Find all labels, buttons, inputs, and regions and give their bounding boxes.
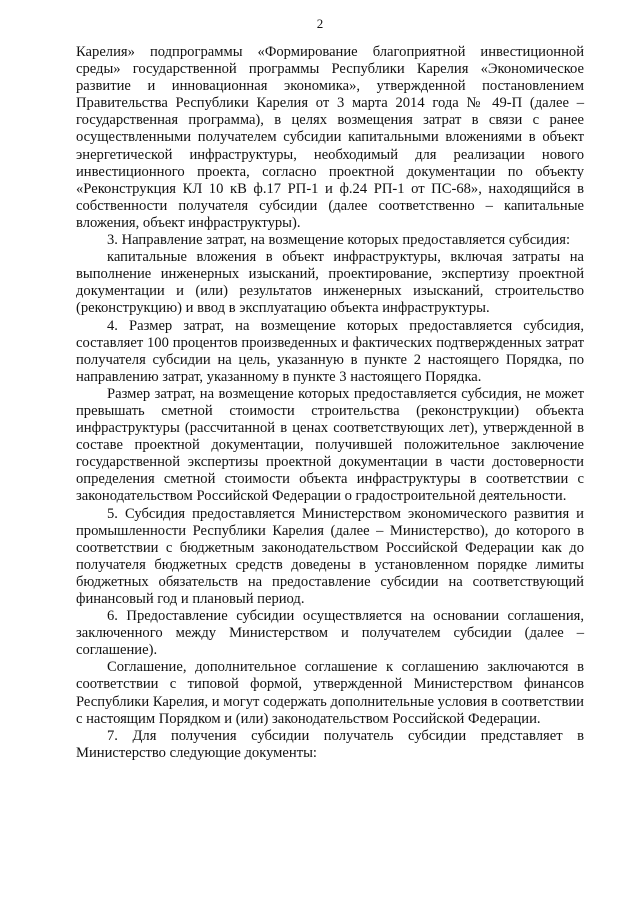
paragraph-3-expense-direction: 3. Направление затрат, на возмещение которых предоставляется субсидия: xyxy=(107,232,570,249)
paragraph-6-agreement-form: Соглашение, дополнительное соглашение к соглашению заключаются в соответствии с типовой формой, утвержденной Министерством финансов Республики Карелия, и могут содержать дополнительные условия в соответствии с настоящим Порядком и (или) законодательством Российской Федерации. xyxy=(76,659,584,727)
paragraph-4-expense-limit: Размер затрат, на возмещение которых предоставляется субсидия, не может превышать сметной стоимости строительства (реконструкции) объекта инфраструктуры (рассчитанной в ценах соответствующих лет), утвержденной в составе проектной документации, получившей положительное заключение государственной экспертизы проектной документации в части достоверности определения сметной стоимости объекта инфраструктуры в соответствии с законодательством Российской Федерации о градостроительной деятельности. xyxy=(76,385,584,505)
page-number: 2 xyxy=(316,16,324,31)
paragraph-6-agreement: 6. Предоставление субсидии осуществляется на основании соглашения, заключенного между Министерством и получателем субсидии (далее – соглашение). xyxy=(76,608,584,659)
paragraph-2-continuation: Карелия» подпрограммы «Формирование благоприятной инвестиционной среды» государственной программы Республики Карелия «Экономическое развитие и инновационная экономика», утвержденной постановлением Правительства Республики Карелия от 3 марта 2014 года № 49-П (далее – государственная программа), в целях возмещения затрат в связи с ранее осуществленными получателем субсидии капитальными вложениями в объект энергетической инфраструктуры, необходимый для реализации нового инвестиционного проекта, согласно проектной документации по объекту «Реконструкция КЛ 10 кВ ф.17 РП-1 и ф.24 РП-1 от ПС-68», находящийся в собственности получателя субсидии (далее соответственно – капитальные вложения, объект инфраструктуры). xyxy=(76,44,584,231)
document-body xyxy=(76,44,584,762)
paragraph-5-ministry: 5. Субсидия предоставляется Министерством экономического развития и промышленности Республики Карелия (далее – Министерство), до которого в соответствии с бюджетным законодательством Российской Федерации как до получателя бюджетных средств доведены в установленном порядке лимиты бюджетных обязательств на предоставление субсидии на соответствующий финансовый год и плановый период. xyxy=(76,505,584,607)
paragraph-4-expense-amount: 4. Размер затрат, на возмещение которых предоставляется субсидия, составляет 100 процентов произведенных и фактических подтвержденных затрат получателя субсидии на цель, указанную в пункте 2 настоящего Порядка, по направлению затрат, указанному в пункте 3 настоящего Порядка. xyxy=(76,317,584,385)
paragraph-3-capital-investments: капитальные вложения в объект инфраструктуры, включая затраты на выполнение инженерных изысканий, проектирование, экспертизу проектной документации и (или) результатов инженерных изысканий, строительство (реконструкцию) и ввод в эксплуатацию объекта инфраструктуры. xyxy=(76,249,584,317)
paragraph-7-documents: 7. Для получения субсидии получатель субсидии представляет в Министерство следующие документы: xyxy=(76,727,584,761)
